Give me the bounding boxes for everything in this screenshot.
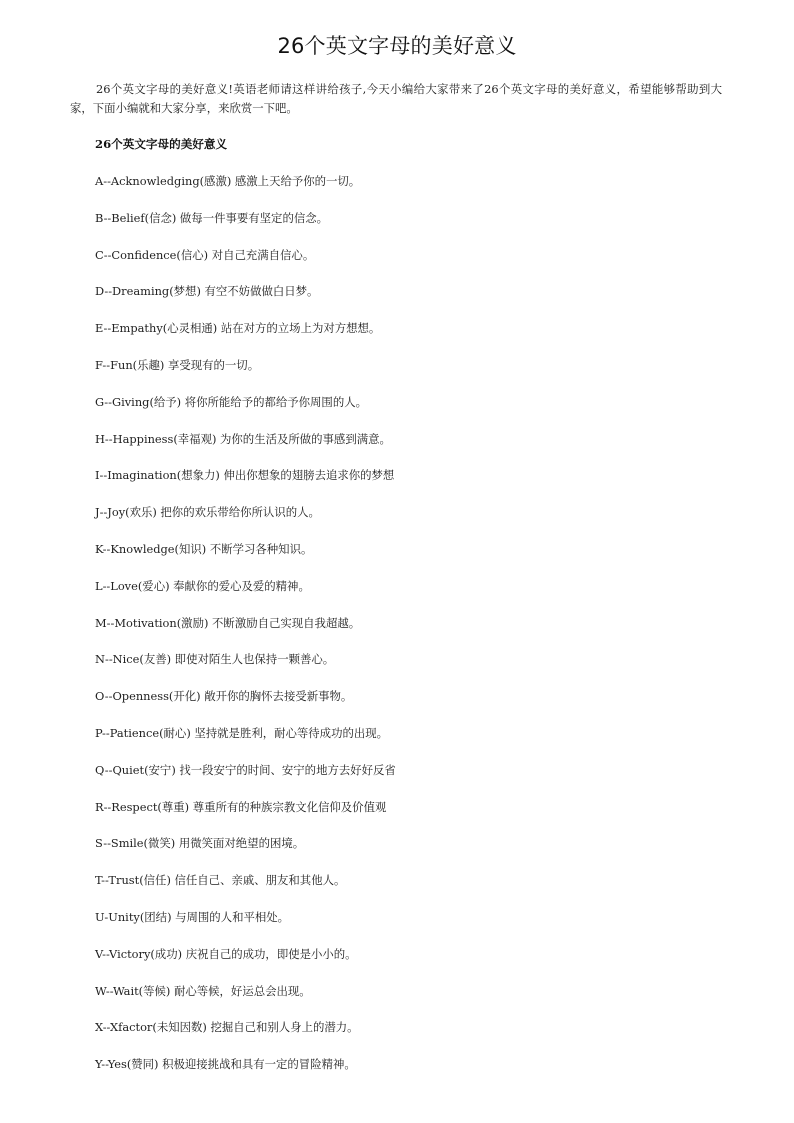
- list-item-o: O--Openness(开化) 敞开你的胸怀去接受新事物。: [95, 689, 353, 704]
- list-item-q: Q--Quiet(安宁) 找一段安宁的时间、安宁的地方去好好反省: [95, 762, 396, 777]
- page-title: 26个英文字母的美好意义: [277, 34, 517, 58]
- list-item-v: V--Victory(成功) 庆祝自己的成功，即使是小小的。: [95, 946, 357, 961]
- list-item-d: D--Dreaming(梦想) 有空不妨做做白日梦。: [95, 284, 319, 299]
- list-item-y: Y--Yes(赞同) 积极迎接挑战和具有一定的冒险精神。: [95, 1057, 356, 1072]
- list-item-u: U-Unity(团结) 与周围的人和平相处。: [95, 909, 290, 924]
- list-item-h: H--Happiness(幸福观) 为你的生活及所做的事感到满意。: [95, 431, 391, 446]
- list-item-g: G--Giving(给予) 将你所能给予的都给予你周围的人。: [95, 394, 367, 409]
- list-item-p: P--Patience(耐心) 坚持就是胜利，耐心等待成功的出现。: [95, 725, 389, 740]
- list-item-j: J--Joy(欢乐) 把你的欢乐带给你所认识的人。: [95, 505, 320, 520]
- list-item-c: C--Confidence(信心) 对自己充满自信心。: [95, 247, 315, 262]
- list-item-k: K--Knowledge(知识) 不断学习各种知识。: [95, 541, 313, 556]
- list-item-s: S--Smile(微笑) 用微笑面对绝望的困境。: [95, 836, 305, 851]
- list-item-r: R--Respect(尊重) 尊重所有的种族宗教文化信仰及价值观: [95, 799, 387, 814]
- intro-paragraph: 26个英文字母的美好意义!英语老师请这样讲给孩子,今天小编给大家带来了26个英文字母的美好意义，希望能够帮助到大家，下面小编就和大家分享，来欣赏一下吧。: [70, 82, 722, 115]
- list-item-l: L--Love(爱心) 奉献你的爱心及爱的精神。: [95, 578, 310, 593]
- list-item-t: T--Trust(信任) 信任自己、亲戚、朋友和其他人。: [95, 873, 346, 888]
- list-item-m: M--Motivation(激励) 不断激励自己实现自我超越。: [95, 615, 361, 630]
- letter-meaning-list: [95, 173, 735, 1093]
- list-item-a: A--Acknowledging(感激) 感激上天给予你的一切。: [95, 174, 361, 188]
- list-item-e: E--Empathy(心灵相通) 站在对方的立场上为对方想想。: [95, 321, 381, 336]
- section-heading: 26个英文字母的美好意义: [95, 137, 228, 151]
- list-item-w: W--Wait(等候) 耐心等候，好运总会出现。: [95, 983, 311, 998]
- list-item-b: B--Belief(信念) 做每一件事要有坚定的信念。: [95, 210, 329, 225]
- list-item-x: X--Xfactor(未知因数) 挖掘自己和别人身上的潜力。: [95, 1020, 359, 1035]
- list-item-i: I--Imagination(想象力) 伸出你想象的翅膀去追求你的梦想: [95, 468, 395, 483]
- list-item-n: N--Nice(友善) 即使对陌生人也保持一颗善心。: [95, 652, 335, 667]
- list-item-f: F--Fun(乐趣) 享受现有的一切。: [95, 357, 260, 372]
